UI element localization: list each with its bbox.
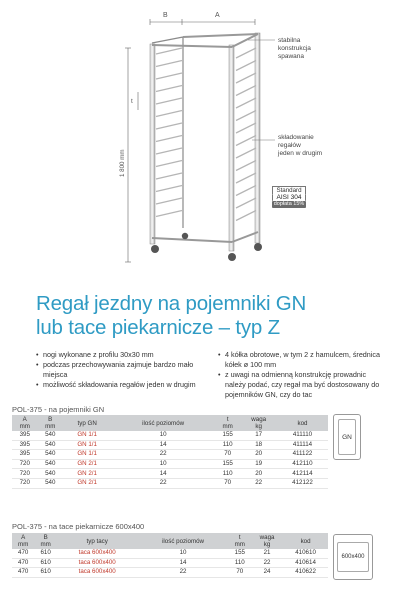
table-cell: 412122	[277, 478, 328, 488]
table-cell: 10	[111, 459, 215, 469]
column-header: ilość poziomów	[111, 415, 215, 431]
feature-item: • 4 kółka obrotowe, w tym 2 z hamulcem, średnica kółek ø 100 mm	[218, 350, 386, 370]
table-cell: 14	[138, 558, 229, 568]
feature-item: • nogi wykonane z profilu 30x30 mm	[36, 350, 206, 360]
table-cell: 412110	[277, 459, 328, 469]
table-cell: 410622	[283, 568, 328, 578]
column-header: ilość poziomów	[138, 533, 229, 549]
table-cell: 395	[12, 450, 37, 460]
table-cell: 540	[37, 478, 62, 488]
column-header: waga kg	[240, 415, 277, 431]
column-header: t mm	[215, 415, 240, 431]
table-cell: GN 1/1	[63, 450, 111, 460]
table-cell: 155	[215, 459, 240, 469]
table-cell: GN 2/1	[63, 459, 111, 469]
dim-height-label: 1 800 mm	[119, 149, 126, 177]
table-cell: 110	[215, 469, 240, 479]
table-cell: 70	[229, 568, 251, 578]
table-cell: 470	[12, 558, 34, 568]
table2-title: POL-375 - na tace piekarnicze 600x400	[12, 522, 145, 531]
annotation-stacking: składowanie regałów jeden w drugim	[278, 134, 323, 157]
table-row	[12, 450, 328, 460]
table-cell: 19	[240, 459, 277, 469]
table-cell: 14	[111, 469, 215, 479]
table-cell: 22	[251, 558, 283, 568]
gn-thumb-label: GN	[338, 419, 356, 455]
table-cell: 10	[111, 431, 215, 440]
table-row	[12, 459, 328, 469]
table-row	[12, 478, 328, 488]
feature-item: • z uwagi na odmienną konstrukcję prowadnic należy podać, czy regał ma być dostosowany do pojemników GN, czy do tac	[218, 370, 386, 400]
table-cell: 410610	[283, 549, 328, 558]
table-cell: 22	[240, 478, 277, 488]
table-trays	[12, 533, 328, 578]
table-gn	[12, 415, 328, 489]
table-cell: 20	[240, 469, 277, 479]
table-row	[12, 568, 328, 578]
dimension-lines	[125, 19, 255, 262]
table-cell: 21	[251, 549, 283, 558]
standard-label: Standard	[272, 186, 306, 194]
table-cell: 540	[37, 469, 62, 479]
tray-thumb-label: 600x400	[337, 542, 369, 572]
table-cell: 155	[229, 549, 251, 558]
table-cell: 110	[229, 558, 251, 568]
table-cell: taca 600x400	[57, 549, 138, 558]
table-cell: taca 600x400	[57, 568, 138, 578]
annotation-welded: stabilna konstrukcja spawana	[278, 37, 311, 60]
table-cell: 720	[12, 459, 37, 469]
table-cell: 395	[12, 440, 37, 450]
column-header: typ GN	[63, 415, 111, 431]
table-cell: 610	[34, 568, 56, 578]
tray-thumbnail	[333, 534, 373, 580]
extra-charge-label: dopłata 15%	[273, 201, 305, 207]
column-header: waga kg	[251, 533, 283, 549]
table-cell: 10	[138, 549, 229, 558]
table-cell: GN 1/1	[63, 431, 111, 440]
table-row	[12, 558, 328, 568]
dim-t-label: t	[131, 98, 133, 105]
table-row	[12, 549, 328, 558]
gn-container-thumbnail	[333, 414, 361, 460]
table-cell: 20	[240, 450, 277, 460]
table-cell: 540	[37, 450, 62, 460]
table-cell: 610	[34, 558, 56, 568]
table-cell: 412114	[277, 469, 328, 479]
table-cell: GN 2/1	[63, 478, 111, 488]
feature-item: • możliwość składowania regałów jeden w drugim	[36, 380, 206, 390]
dim-b-label: B	[163, 12, 168, 19]
table-cell: 720	[12, 478, 37, 488]
table-cell: 540	[37, 440, 62, 450]
table-cell: 155	[215, 431, 240, 440]
column-header: B mm	[34, 533, 56, 549]
table-cell: taca 600x400	[57, 558, 138, 568]
column-header: typ tacy	[57, 533, 138, 549]
table-cell: GN 1/1	[63, 440, 111, 450]
table-cell: 411122	[277, 450, 328, 460]
table-row	[12, 431, 328, 440]
table-cell: 14	[111, 440, 215, 450]
table-cell: GN 2/1	[63, 469, 111, 479]
table-cell: 110	[215, 440, 240, 450]
column-header: A mm	[12, 533, 34, 549]
rack-diagram	[0, 0, 415, 285]
table-cell: 22	[138, 568, 229, 578]
features-right	[218, 350, 386, 400]
table-cell: 610	[34, 549, 56, 558]
table-cell: 17	[240, 431, 277, 440]
table-cell: 411110	[277, 431, 328, 440]
aisi-label: AISI 304	[272, 194, 306, 201]
table-cell: 18	[240, 440, 277, 450]
dim-a-label: A	[215, 12, 220, 19]
table-cell: 540	[37, 459, 62, 469]
product-title: Regał jezdny na pojemniki GN lub tace piekarnicze – typ Z	[36, 292, 307, 339]
table-cell: 22	[111, 478, 215, 488]
column-header: kod	[277, 415, 328, 431]
column-header: t mm	[229, 533, 251, 549]
column-header: A mm	[12, 415, 37, 431]
table-cell: 470	[12, 568, 34, 578]
table-row	[12, 469, 328, 479]
table1-title: POL-375 - na pojemniki GN	[12, 405, 105, 414]
feature-item: • podczas przechowywania zajmuje bardzo mało miejsca	[36, 360, 206, 380]
table-cell: 720	[12, 469, 37, 479]
table-cell: 70	[215, 450, 240, 460]
column-header: B mm	[37, 415, 62, 431]
table-cell: 470	[12, 549, 34, 558]
table-row	[12, 440, 328, 450]
table-cell: 411114	[277, 440, 328, 450]
column-header: kod	[283, 533, 328, 549]
table-cell: 395	[12, 431, 37, 440]
table-cell: 70	[215, 478, 240, 488]
table-cell: 22	[111, 450, 215, 460]
table-cell: 24	[251, 568, 283, 578]
standard-badge	[272, 186, 306, 208]
table-cell: 410614	[283, 558, 328, 568]
features-left	[36, 350, 206, 390]
table-cell: 540	[37, 431, 62, 440]
